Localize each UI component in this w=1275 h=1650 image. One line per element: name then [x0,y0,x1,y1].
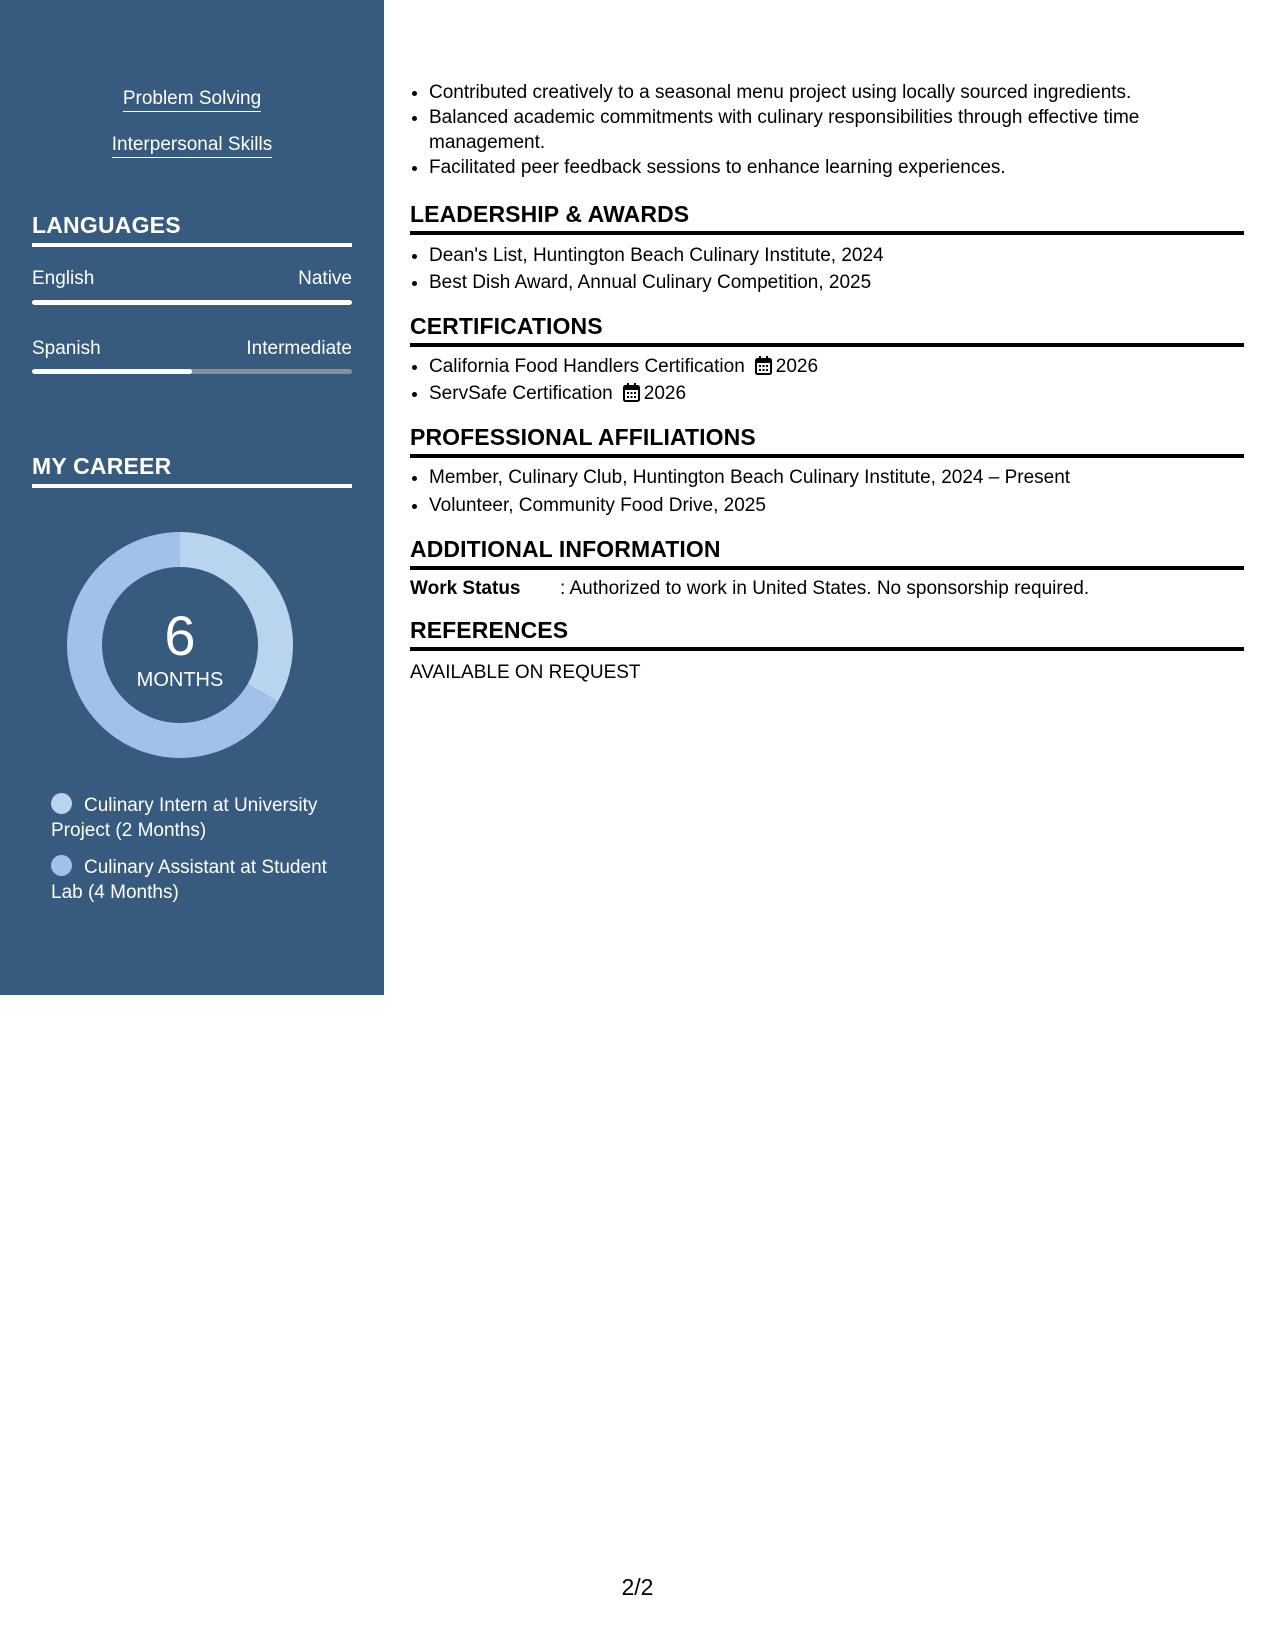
list-item: • Facilitated peer feedback sessions to enhance learning experiences. [429,155,1263,180]
experience-bullet-list [410,80,1263,180]
legend-dot [51,855,72,876]
skill-item: Problem Solving [0,88,384,110]
list-item [429,381,1263,406]
certification-year: 2026 [643,383,687,404]
career-donut-chart [66,531,294,759]
work-status [410,578,1089,600]
list-item: • Contributed creatively to a seasonal menu project using locally sourced ingredients. [429,80,1263,105]
list-item: • Best Dish Award, Annual Culinary Competition, 2025 [429,270,1263,295]
list-item [429,354,1263,379]
additional-info-heading: ADDITIONAL INFORMATION [410,536,1244,570]
certifications-list [410,354,1263,406]
languages-heading: LANGUAGES [32,212,352,247]
leadership-list [410,243,1263,295]
language-bar-fill [32,369,192,374]
references-heading: REFERENCES [410,617,1244,651]
work-status-value: : Authorized to work in United States. No sponsorship required. [560,578,1090,599]
career-legend-item [51,855,341,905]
affiliations-heading: PROFESSIONAL AFFILIATIONS [410,424,1244,458]
work-status-label: Work Status [410,578,521,599]
affiliations-list [410,465,1263,518]
list-item: • Balanced academic commitments with culinary responsibilities through effective time management. [429,105,1263,155]
skill-item: Interpersonal Skills [0,134,384,156]
calendar-icon [623,383,640,402]
career-total: 6 [164,604,196,667]
certifications-heading: CERTIFICATIONS [410,313,1244,347]
certification-name: California Food Handlers Certification [429,356,745,377]
certification-year: 2026 [775,356,819,377]
list-item: • Volunteer, Community Food Drive, 2025 [429,493,1263,518]
language-row [32,268,352,290]
language-name: Spanish [32,338,101,359]
calendar-icon [755,356,772,375]
sidebar [0,0,384,995]
language-bar-fill [32,300,352,305]
career-heading: MY CAREER [32,453,352,488]
list-item: • Member, Culinary Club, Huntington Beach Culinary Institute, 2024 – Present [429,465,1263,490]
language-name: English [32,268,95,289]
leadership-heading: LEADERSHIP & AWARDS [410,201,1244,235]
career-legend-item [51,793,341,843]
career-unit: MONTHS [136,669,224,691]
language-row [32,338,352,360]
list-item: • Dean's List, Huntington Beach Culinary Institute, 2024 [429,243,1263,268]
career-legend-label: Culinary Intern at University Project (2 Months) [51,795,318,841]
legend-dot [51,793,72,814]
references-text: AVAILABLE ON REQUEST [410,662,641,683]
page-number: 2/2 [621,1574,654,1600]
language-bar [32,300,352,305]
language-level: Intermediate [246,338,352,359]
language-bar [32,369,352,374]
certification-name: ServSafe Certification [429,383,613,404]
career-legend-label: Culinary Assistant at Student Lab (4 Months) [51,857,327,903]
language-level: Native [298,268,352,289]
